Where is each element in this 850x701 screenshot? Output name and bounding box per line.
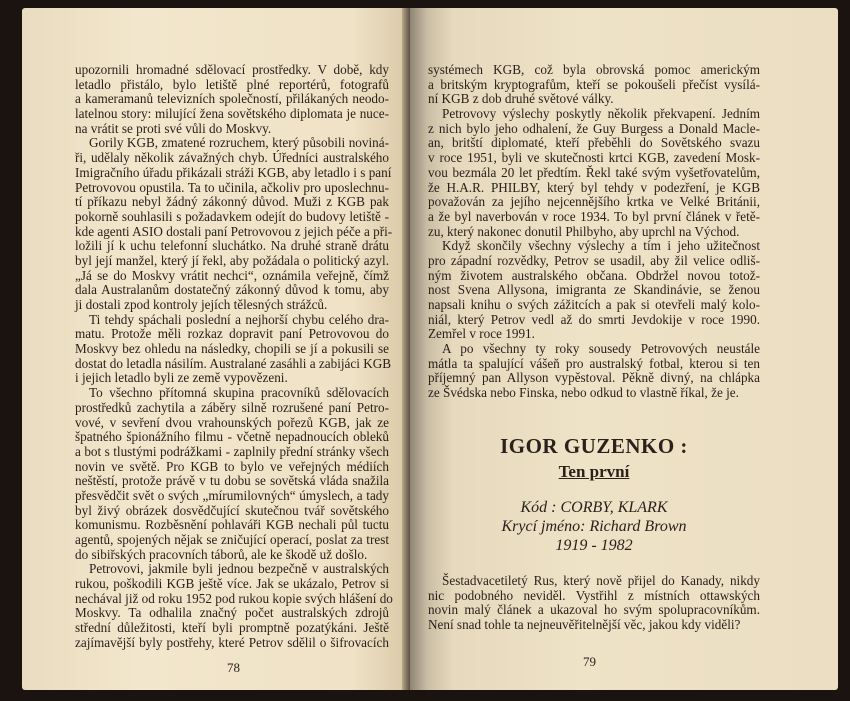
text-line: Moskvy bez ohledu na následky, chopili se jí a pokusili se xyxy=(75,341,389,357)
text-line: To všechno přítomná skupina pracovníků sdělovacích xyxy=(89,385,389,401)
text-line: upozornili hromadné sdělovací prostředky. V době, kdy xyxy=(75,62,389,77)
text-line: Imigračního úřadu přikázali stráži KGB, aby letadlo i s paní xyxy=(75,164,392,180)
text-line: vou bezmála 20 let předtím. Řekl také svým vyšetřovatelům, xyxy=(428,164,760,180)
text-line: a že byl naverbován v roce 1934. To byl první článek v řetě- xyxy=(428,208,760,224)
text-line: „Já se do Moskvy vrátit nechci“, oznámila veřejně, čímž xyxy=(75,267,389,283)
text-line: Petrovovi, jakmile byli jednou bezpečně v australských xyxy=(89,561,389,577)
text-line: byl její manžel, který jí řekl, aby požádala o politický azyl. xyxy=(75,252,389,268)
text-line: zajímavější byly postřehy, které Petrov sdělil o šifrovacích xyxy=(75,634,389,650)
text-line: z nich bylo jeho odhalení, že Guy Burgess a Donald Macle- xyxy=(428,120,760,136)
text-line: střední důležitosti, kteří byli promptně pozatýkáni. Ještě xyxy=(75,620,389,636)
text-line: do sibiřských pracovních táborů, ale ke škodě už došlo. xyxy=(75,546,368,562)
text-line: ji dostali zpod kontroly jejích tělesných strážců. xyxy=(75,297,328,312)
text-line: matu. Protože měli rozkaz dopravit paní Petrovovou do xyxy=(75,326,389,342)
text-line: komunismu. Rozběsnění pohlaváři KGB nechali půl tuctu xyxy=(75,517,389,533)
text-line: latelnou story: milující žena sovětského diplomata je nuce- xyxy=(75,106,389,122)
text-line: a bot s tlustými podrážkami - zaplnily přední stránky všech xyxy=(75,443,389,459)
text-line: považován za jejího nejcennějšího krtka ve Velké Británii, xyxy=(428,194,760,210)
text-line: neštěstí, protože právě v tu dobu se sovětská vláda snažila xyxy=(75,473,389,489)
text-line: ným životem australského občana. Obdržel novou totož- xyxy=(428,267,760,283)
chapter-cover-name: Krycí jméno: Richard Brown xyxy=(501,518,687,535)
text-line: prostředků zachytila a záběry silně rozrušené paní Petro- xyxy=(75,399,389,415)
paragraph xyxy=(428,239,760,342)
text-line: a kameramanů televizních společností, přilákaných neodo- xyxy=(75,91,389,107)
text-line: a britským kryptografům, kteří se pokoušeli přečíst vysílá- xyxy=(428,76,760,92)
chapter-code: Kód : CORBY, KLARK xyxy=(520,499,668,516)
text-line: v roce 1951, byli ve skutečnosti krtci KGB, zavedení Mosk- xyxy=(428,150,760,166)
text-line: Petrovovy výslechy poskytly několik překvapení. Jedním xyxy=(442,106,760,122)
left-page xyxy=(22,8,410,690)
text-line: ní KGB z dob druhé světové války. xyxy=(428,91,614,107)
chapter-title: IGOR GUZENKO : xyxy=(500,434,688,458)
text-line: příjemný pan Allyson vypěstoval. Pěkně divný, na chlápka xyxy=(428,370,760,386)
left-page-text xyxy=(75,62,393,651)
text-line: zu, který nakonec donutil Philbyho, aby uprchl na Východ. xyxy=(428,223,740,239)
text-line: letadlo přistálo, bylo letiště plné reportérů, fotografů xyxy=(75,76,389,92)
text-line: že H.A.R. PHILBY, který byl tehdy v podezření, je KGB xyxy=(428,179,760,195)
chapter-text xyxy=(428,574,760,633)
text-line: nechával již od roku 1952 pod rukou kopie svých hlášení do xyxy=(75,590,393,606)
text-line: ři, udělaly několik závažných chyb. Úředníci australského xyxy=(75,150,389,166)
text-line: nic podobného neviděl. Vystřihl z místních ottawských xyxy=(428,587,760,603)
text-line: Ti tehdy spáchali poslední a nejhorší chybu celého dra- xyxy=(89,311,389,327)
text-line: niál, který Petrov vedl až do smrti Jevdokije v roce 1990. xyxy=(428,311,760,327)
text-line: Není snad tohle ta nejneuvěřitelnější věc, jakou kdy viděli? xyxy=(428,617,741,633)
text-line: přesvědčit svět o svých „mírumilovných“ úmyslech, a tady xyxy=(75,487,389,503)
text-line: tí příkazu nebyl žádný zákonný důvod. Muži z KGB pak xyxy=(75,194,389,210)
text-line: mátla ta spalující vášeň pro australský fotbal, kterou si ten xyxy=(428,355,760,371)
text-line: pro západní rozvědky, Petrov se usadil, aby žil velice odliš- xyxy=(428,252,760,268)
text-line: systémech KGB, což byla obrovská pomoc americkým xyxy=(428,62,760,77)
text-line: an, britští diplomaté, kteří přeběhli do Sovětského svazu xyxy=(428,135,760,151)
right-page xyxy=(410,8,838,690)
text-line: dostat do letadla násilím. Australané zasáhli a zabijáci KGB xyxy=(75,355,392,371)
paragraph xyxy=(428,63,760,107)
text-line: Zemřel v roce 1991. xyxy=(428,326,535,342)
text-line: kde agenti ASIO dostali paní Petrovovou z jejich péče a při- xyxy=(75,223,393,239)
text-line: pokorně souhlasili s požadavkem odejít do budovy letiště - xyxy=(75,208,389,224)
text-line: vové, v sevření dvou vrahounských pořezů KGB, jak ze xyxy=(75,414,389,430)
paragraph xyxy=(75,63,389,136)
chapter-subtitle: Ten první xyxy=(558,462,630,481)
text-line: novin malý článek a ukazoval ho svým spolupracovníkům. xyxy=(428,602,760,618)
right-page-text xyxy=(428,63,760,401)
paragraph xyxy=(428,342,760,401)
text-line: napsali knihu o svých zážitcích a pak si otevřeli malý kolo- xyxy=(428,297,760,312)
text-line: novin ve světě. Pro KGB to bylo ve veřejných médiích xyxy=(75,458,389,474)
text-line: Moskvy. Ta odhalila značný počet australských zdrojů xyxy=(75,605,389,621)
text-line: na vrátit se proti své vůli do Moskvy. xyxy=(75,120,272,136)
text-line: Když skončily všechny výslechy a tím i jeho užitečnost xyxy=(442,238,760,254)
text-line: A po všechny ty roky sousedy Petrovových neustále xyxy=(442,341,760,357)
text-line: nost Svena Allysona, imigranta ze Skandinávie, se ženou xyxy=(428,282,760,298)
text-line: špatného špionážního filmu - včetně nepadnoucích obleků xyxy=(75,429,389,445)
text-line: ložili jí k uchu telefonní sluchátko. Na druhé straně drátu xyxy=(75,238,389,254)
paragraph xyxy=(75,311,392,386)
text-line: dala Australanům dostatečný zákonný důvod k tomu, aby xyxy=(75,282,389,298)
page-number: 79 xyxy=(583,654,596,669)
paragraph xyxy=(75,561,393,650)
text-line: agentů, spojených nějak se zničující operací, poslat za trest xyxy=(75,532,389,547)
text-line: Petrovovou opustila. Ta to učinila, ačkoliv pro uposlechnu- xyxy=(75,179,389,195)
paragraph xyxy=(428,107,760,239)
text-line: rukou, poškodili KGB ještě více. Jak se ukázalo, Petrov si xyxy=(75,576,389,592)
text-line: i jejich letadlo byli ze země vypovězeni. xyxy=(75,370,288,386)
text-line: Gorily KGB, zmatené rozruchem, který působili noviná- xyxy=(89,135,389,151)
page-number: 78 xyxy=(227,660,240,675)
text-line: byl živý obrázek dosvědčující skutečnou tvář sovětského xyxy=(75,502,389,518)
paragraph xyxy=(428,574,760,633)
text-line: Šestadvacetiletý Rus, který nově přijel do Kanady, nikdy xyxy=(442,573,760,588)
text-line: ze Švédska nebo Finska, nebo odkud to vlastně říkal, že je. xyxy=(428,385,739,401)
paragraph xyxy=(75,135,393,312)
paragraph xyxy=(75,386,389,562)
chapter-years: 1919 - 1982 xyxy=(555,537,633,554)
